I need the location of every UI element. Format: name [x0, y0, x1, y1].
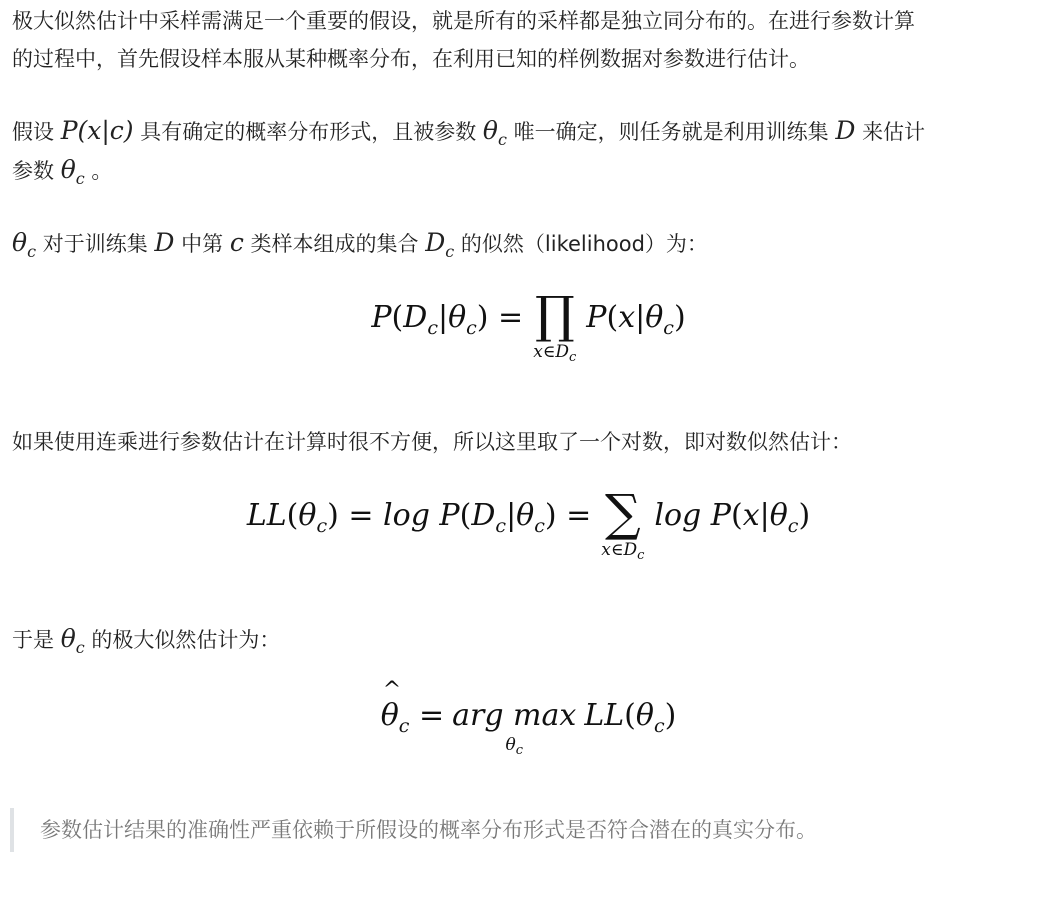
assume-text-f: 。	[91, 159, 113, 183]
math-d-c: $D_c$	[425, 228, 455, 261]
lik-text-a: 对于训练集	[42, 232, 148, 256]
intro-line-2: 的过程中，首先假设样本服从某种概率分布，在利用已知的样例数据对参数进行估计。	[12, 47, 810, 71]
equation-likelihood-product: $P(D_c|\theta_c)$ = ∏ $x\in D_c$ $P(x|\theta_c)$	[371, 286, 686, 365]
math-d: D	[835, 116, 856, 145]
paragraph-likelihood	[12, 224, 1052, 263]
paragraph-intro	[12, 2, 1052, 78]
math-theta-c-2: $\theta_c$	[60, 155, 85, 188]
assume-text-a: 假设	[12, 120, 54, 144]
assume-text-b: 具有确定的概率分布形式，且被参数	[140, 120, 477, 144]
lik-text-d: 的似然（likelihood）为：	[460, 232, 708, 256]
quote-text: 参数估计结果的准确性严重依赖于所假设的概率分布形式是否符合潜在的真实分布。	[40, 818, 817, 842]
sum-operator: ∑ $x\in D_c$	[601, 484, 645, 563]
lik-text-c: 类样本组成的集合	[250, 232, 419, 256]
assume-text-c: 唯一确定，则任务就是利用训练集	[513, 120, 829, 144]
math-theta-c-4: $\theta_c$	[60, 624, 85, 657]
argmax-operator: arg max $\theta_c$	[452, 698, 577, 758]
math-theta-c: $\theta_c$	[482, 116, 507, 149]
blockquote-note	[10, 808, 1050, 852]
paragraph-mle	[12, 620, 1052, 659]
intro-line-1: 极大似然估计中采样需满足一个重要的假设，就是所有的采样都是独立同分布的。在进行参数计算	[12, 9, 915, 33]
math-theta-c-3: $\theta_c$	[12, 228, 37, 261]
assume-text-e: 参数	[12, 159, 54, 183]
paragraph-assumption	[12, 112, 1052, 190]
equation-log-likelihood: $LL(\theta_c) = \log P(D_c|\theta_c)$ = ∑ $x\in D_c$ $\log P(x|\theta_c)$	[246, 484, 811, 563]
mle-text-a: 于是	[12, 628, 54, 652]
math-d-2: D	[154, 228, 175, 257]
math-p-x-given-c: P(x|c)	[60, 116, 134, 145]
lik-text-b: 中第	[181, 232, 224, 256]
product-operator: ∏ $x\in D_c$	[533, 286, 577, 365]
assume-text-d: 来估计	[862, 120, 926, 144]
paragraph-log-likelihood	[12, 423, 1052, 461]
log-lik-text: 如果使用连乘进行参数估计在计算时很不方便，所以这里取了一个对数，即对数似然估计：	[12, 430, 852, 454]
math-c: c	[229, 228, 244, 257]
equation-argmax: ^ $\theta_c$ = arg max $\theta_c$ $LL(\theta_c)$	[0, 698, 1057, 755]
mle-text-b: 的极大似然估计为：	[91, 628, 281, 652]
